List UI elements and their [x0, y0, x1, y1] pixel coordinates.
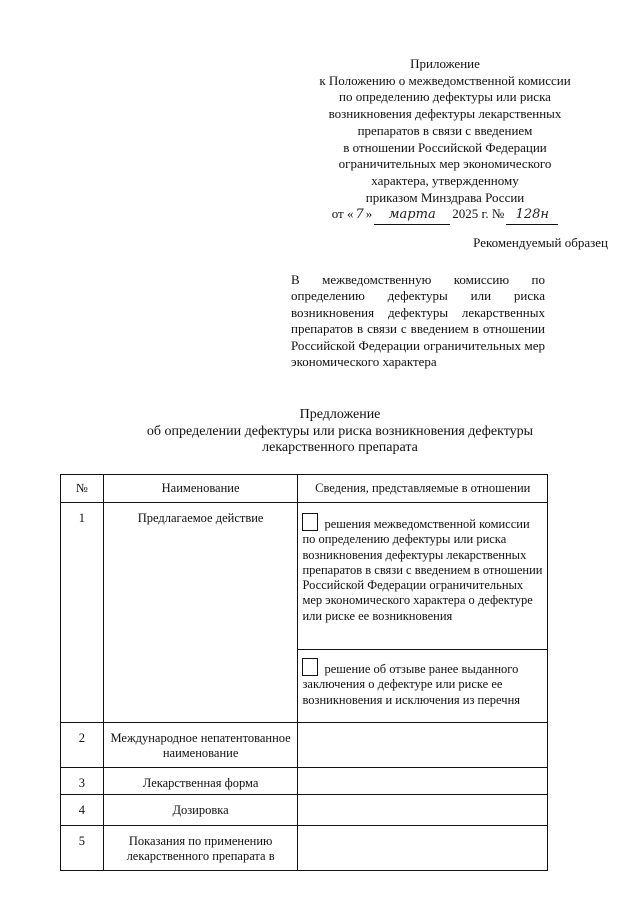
proposal-table	[60, 474, 548, 871]
title-line: об определении дефектуры или риска возникновения дефектуры	[146, 423, 534, 439]
appendix-line: характера, утвержденному	[371, 172, 519, 188]
order-year: 2025 г. №	[452, 206, 505, 222]
row-name: Дозировка	[103, 795, 298, 826]
table-row	[61, 795, 548, 826]
appendix-line: в отношении Российской Федерации	[343, 139, 547, 155]
recommended-sample-label: Рекомендуемый образец	[473, 235, 608, 250]
header-number: №	[61, 475, 104, 503]
appendix-line: возникновения дефектуры лекарственных	[328, 106, 562, 122]
row-name: Международное непатентованное наименование	[103, 723, 298, 768]
addressee-block: В межведомственную комиссию по определению дефектуры или риска возникновения дефектуры лекарственных препаратов в связи с введением в отношении Российской Федерации ограничительных мер экономического характера	[291, 272, 545, 370]
checkbox-revoke-decision[interactable]	[302, 658, 318, 676]
title-line: лекарственного препарата	[262, 440, 418, 455]
document-title	[60, 407, 620, 457]
row-number: 3	[61, 768, 104, 795]
row-value[interactable]	[298, 826, 548, 871]
appendix-line: ограничительных мер экономического	[338, 156, 552, 172]
option-issue-decision	[298, 503, 548, 650]
row-name: Показания по применению лекарственного препарата в	[103, 826, 298, 871]
order-month: марта	[374, 207, 450, 225]
appendix-line: по определению дефектуры или риска	[339, 89, 551, 105]
appendix-line: препаратов в связи с введением	[357, 122, 533, 138]
order-prefix: от «	[331, 206, 354, 222]
table-header-row	[61, 475, 548, 503]
row-number: 1	[61, 503, 104, 723]
appendix-line: приказом Минздрава России	[365, 189, 525, 205]
table-row	[61, 768, 548, 795]
row-value[interactable]	[298, 768, 548, 795]
row-number: 5	[61, 826, 104, 871]
order-number: 128н	[506, 207, 558, 225]
table-row	[61, 723, 548, 768]
row-name: Предлагаемое действие	[103, 503, 298, 723]
option-revoke-decision	[298, 650, 548, 723]
option-revoke-text: решение об отзыве ранее выданного заключения о дефектуре или риске ее возникновения и исключения из перечня	[302, 662, 521, 707]
appendix-line: к Положению о межведомственной комиссии	[319, 72, 571, 88]
table-row	[61, 503, 548, 650]
header-name: Наименование	[103, 475, 298, 503]
title-line: Предложение	[299, 407, 381, 422]
order-mid: »	[365, 206, 373, 222]
appendix-line: Приложение	[410, 56, 480, 71]
row-value[interactable]	[298, 723, 548, 768]
row-number: 2	[61, 723, 104, 768]
order-day: 7	[355, 207, 364, 223]
row-value[interactable]	[298, 795, 548, 826]
row-name: Лекарственная форма	[103, 768, 298, 795]
option-issue-text: решения межведомственной комиссии по определению дефектуры или риска возникновения дефектуры лекарственных препаратов в связи с введением в отношении Российской Федерации ограничительных мер экономического характера о дефектуре или риске ее возникновения	[302, 517, 543, 623]
row-number: 4	[61, 795, 104, 826]
appendix-header	[300, 56, 590, 225]
checkbox-issue-decision[interactable]	[302, 513, 318, 531]
header-info: Сведения, представляемые в отношении	[298, 475, 548, 503]
order-reference	[300, 206, 590, 225]
table-row	[61, 826, 548, 871]
